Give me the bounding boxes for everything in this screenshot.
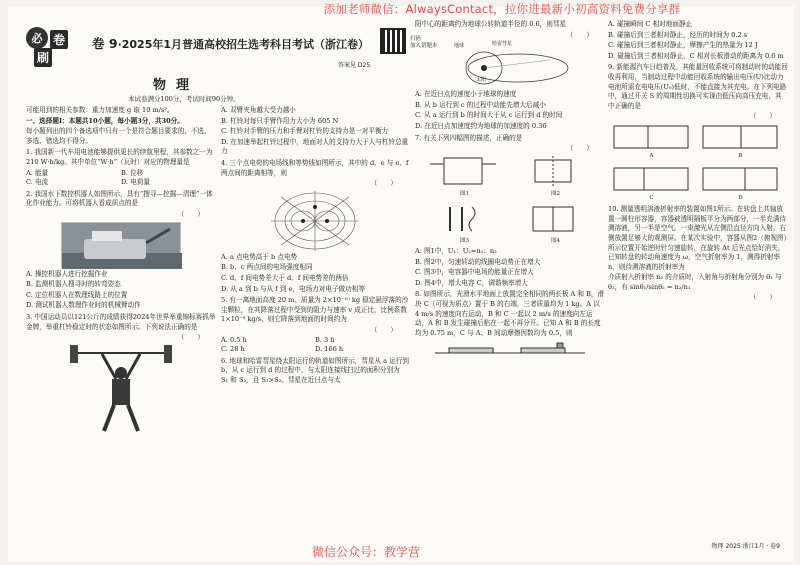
q7-option-b: B. 图2中，匀速转动的线圈电动势正在增大 <box>415 257 541 266</box>
brand-logo <box>20 24 78 64</box>
q7-bracket: （ ） <box>566 144 593 153</box>
question-2: 2. 我国水下数控机器人如图所示，具有“搜寻—挖掘—清理”一体化作业能力。可将机器人看成质点的是 <box>26 189 213 208</box>
field-lines-image <box>267 189 363 253</box>
q2-option-d: D. 测试机器人数理作业时的机械臂动作 <box>26 301 141 310</box>
q6-option-d: D. 在近日点加速度约为地球的加速度的 0.36 <box>415 121 547 130</box>
q4-option-c: C. d、f 间电势差大于 d、f 间电势差的两倍 <box>221 273 349 282</box>
qr-code-icon <box>380 28 406 54</box>
transformer-diagram <box>420 154 506 190</box>
figure-2 <box>511 154 600 200</box>
tuning-diagram <box>511 201 597 237</box>
figure-4 <box>511 201 600 247</box>
q8-option-a: A. 碰撞瞬间 C 相对地面静止 <box>608 20 693 28</box>
g-note: 可能用到的相关参数：重力加速度 g 取 10 m/s²。 <box>26 106 174 114</box>
q8-option-b: B. 碰撞后到三者相对静止，经历的时间为 0.2 s <box>608 30 748 39</box>
circuit-options <box>608 122 784 203</box>
q7-option-c: C. 图3中，电容器中电场的能量正在增大 <box>415 268 534 277</box>
q3-option-a: A. 双臂夹角越大受力越小 <box>221 106 296 114</box>
question-7: 7. 有关下列四幅图的描述，正确的是 <box>415 133 523 142</box>
q9-bracket: （ ） <box>749 112 776 121</box>
capacitor-diagram <box>420 201 506 237</box>
circuit-d <box>697 164 784 204</box>
q4-bracket: （ ） <box>370 179 397 188</box>
question-5: 5. 有一离地面高度 20 m、质量为 2×10⁻¹⁰ kg 稳定悬浮落的沙尘颗粒，在其降落过程中受到的阻力与速率 v 成正比，比例系数 1×10⁻⁹ kg/s，则它降落到地面的时间约为 <box>221 296 409 324</box>
weightlifter-image <box>66 343 176 435</box>
orbit-figure <box>450 40 570 90</box>
circuit-b <box>697 122 784 162</box>
q1-option-a: A. 能量 <box>26 168 49 177</box>
exam-info: 本试卷满分100分，考试时间90分钟。 <box>128 95 240 103</box>
weightlifter-figure <box>66 343 176 435</box>
section-1-heading: 一、选择题Ⅰ：本题共10小题，每小题3分，共30分。 <box>26 116 184 125</box>
column-4 <box>608 20 788 303</box>
q3-option-c: C. 杠铃对手臂的压力和手臂对杠铃的支持力是一对平衡力 <box>221 127 389 136</box>
circuit-c-diagram <box>608 164 694 194</box>
figure-1-label: 图1 <box>460 190 469 197</box>
q10-bracket: （ ） <box>749 293 776 302</box>
q8-option-d: D. 碰撞后到三者相对静止，C 相对长板滑动的距离为 0.6 m <box>608 51 784 60</box>
q3-option-b: B. 杠铃对每只手臂作用力大小为 605 N <box>221 116 339 125</box>
q1-options <box>26 169 216 188</box>
exam-page <box>8 6 794 562</box>
label-earth: 地球 <box>454 43 465 50</box>
q3-option-d: D. 在加速举起杠铃过程中，地面对人的支持力大于人与杠铃总重力 <box>221 137 409 156</box>
logo-tag-b: 刷 <box>34 48 52 67</box>
exam-title: ·2025年1月普通高校招生选考科目考试（浙江卷） <box>117 38 370 51</box>
watermark-top: 添加老师微信：AlwaysContact，拉你进最新小初高资料免费分享群 <box>323 2 681 16</box>
q5-options <box>221 336 409 355</box>
question-4: 4. 三个点电荷的电场线和等势线如图所示，其中的 d、e 与 e、f 两点间的距离相等，则 <box>221 158 409 177</box>
q3-bracket: （ ） <box>177 333 204 342</box>
circuit-d-diagram <box>697 164 783 194</box>
circuit-a-diagram <box>608 122 694 152</box>
q2-option-a: A. 操控机器人进行挖掘作业 <box>26 269 108 278</box>
question-3: 3. 中国运动员以121公斤的成绩获得2024年世界举重锦标赛抓举金牌，举重杠铃稳定时的状态如图所示。下列说法正确的是 <box>26 312 216 331</box>
q5-bracket: （ ） <box>370 325 397 334</box>
q1-option-d: D. 电荷量 <box>121 178 151 187</box>
page-footer: 物理 2025 浙江1月 · 卷9 <box>711 543 780 550</box>
circuit-a <box>608 122 695 162</box>
q6-option-b: B. 从 b 运行到 c 的过程中动能先增大后减小 <box>415 100 546 109</box>
qr-label-2: 加入错题本 <box>410 43 438 49</box>
paper-title <box>92 34 369 52</box>
q2-option-c: C. 定位机器人在数理线路上的位置 <box>26 290 128 299</box>
question-6: 6. 地球和哈雷彗星绕太阳运行的轨道如图所示，彗星从 a 运行到 b，从 c 运行到 d 的过程中，与太阳连接线扫过的面积分别为 S₁ 和 S₂，且 S₁>S₂。彗星在近日点与太 <box>221 356 409 384</box>
section-1-desc: 每小题列出的四个备选项中只有一个是符合题目要求的，不选、多选、错选均不得分。 <box>26 127 211 145</box>
q5-option-b: B. 3 h <box>315 335 335 344</box>
field-lines-figure <box>267 189 363 253</box>
q8-option-c: C. 碰撞后到三者相对静止，摩擦产生的热量为 12 J <box>608 41 758 50</box>
figure-3-label: 图3 <box>460 238 469 245</box>
figure-4-label: 图4 <box>551 238 560 245</box>
q6-option-c: C. 从 a 运行到 b 的时间大于从 c 运行到 d 的时间 <box>415 111 563 120</box>
circuit-a-label: A <box>649 152 654 159</box>
circuit-c-label: C <box>649 194 654 201</box>
q1-option-b: B. 位移 <box>121 168 144 177</box>
column-2 <box>221 106 409 386</box>
volume-label: 卷 9 <box>92 36 118 51</box>
circuit-c <box>608 164 695 204</box>
q5-option-d: D. 166 h <box>315 345 344 354</box>
column-1 <box>26 106 216 435</box>
label-comet: 哈雷彗星 <box>492 41 513 48</box>
figure-2-label: 图2 <box>551 190 560 197</box>
q4-option-b: B. b、c 两点间的电场强度相同 <box>221 263 313 272</box>
q4-option-d: D. 从 a 到 b 与从 f 到 e，电场力对电子做功相等 <box>221 284 365 293</box>
robot-photo <box>61 222 181 268</box>
logo-tag-a: 卷 <box>50 30 68 49</box>
qr-label-1: 扫码 <box>410 36 422 42</box>
subject-title: 物理 <box>153 78 200 93</box>
column-3 <box>415 20 605 356</box>
watermark-bottom: 微信公众号：教学营 <box>312 545 421 559</box>
q10-end: 介质射入折射率 n₂ 的介质时，入射角与折射角分别为 θ₁ 与 θ₂，有 sinθ₁/sinθ₂ = n₂/n₁ <box>608 273 782 291</box>
robot-image <box>62 223 182 269</box>
q6-option-a: A. 在近日点的速度小于地球的速度 <box>415 90 517 99</box>
question-9: 9. 新能源汽车日趋普及，其能量回收系统可将制动时的动能回收再利用，当制动过程中动能回收系统的输出电压(U)比动力电池所需充电电压(U₀)低时，不能直接为其充电。在下列电路中，通过开关 S 的周期性切换可实现由低压向高压充电，其中正确的是 <box>608 63 788 110</box>
answer-reference: 答案见 D25 <box>338 62 371 69</box>
question-8: 8. 如图所示，光滑水平地面上放置完全相同的两长板 A 和 B，滑块 C（可视为质点）置于 B 的右端，三者质量均为 1 kg。A 以 4 m/s 的速度向右运动，B 和 C 一起以 2 m/s 的速度向左运动，A 和 B 发生碰撞后粘在一起不再分开。已知 A 和 B 的长度均为 0.75 m，C 与 A、B 间动摩擦因数均为 0.5，则 <box>415 290 605 337</box>
logo-round: 必 <box>26 27 48 49</box>
question-1: 1. 我国新一代车用电池能够提供更长的续航里程，其参数之一为 210 W·h/kg。其中单位“W·h”（瓦时）对应的物理量是 <box>26 148 213 166</box>
q7-option-d: D. 图4中，增大电容 C，调谐频率增大 <box>415 278 528 287</box>
q6-bracket: （ ） <box>566 30 593 39</box>
circuit-b-diagram <box>697 122 783 152</box>
q4-option-a: A. a 点电势高于 b 点电势 <box>221 252 298 261</box>
q5-option-c: C. 28 h <box>221 345 245 354</box>
label-sun: 太阳 <box>476 77 487 84</box>
question-10: 10. 测量透明溶液折射率的装置如图1所示。在转盘上共轴放置一圆柱形容器，容器被透明隔板平分为两部分，一半充满待测溶液，另一半是空气。一束激光从左侧沿直径方向入射，右侧放置足够大的观测屏。在某次实验中，容器从图2（俯视图）所示位置开始逆时针匀速旋转，在旋转 Δt 后光点恰好消失，已知转盘的转动角速度为 ω，空气折射率为 1，测得折射率 n，则待测溶液的折射率为 <box>608 205 787 271</box>
board-diagram <box>435 340 585 354</box>
q7-option-a: A. 图1中，U₁：U₂=n₁：n₂ <box>415 246 497 255</box>
generator-diagram <box>511 154 597 190</box>
q2-bracket: （ ） <box>177 209 204 218</box>
q1-option-c: C. 电流 <box>26 178 49 187</box>
circuit-d-label: D <box>738 194 743 201</box>
board-figure <box>435 340 585 354</box>
q5-option-a: A. 0.5 h <box>221 335 247 344</box>
q2-option-b: B. 监测机器人搜寻时的转弯姿态 <box>26 280 121 289</box>
figure-3 <box>420 201 509 247</box>
q6-continued: 阳中心的距离约为地球公转轨道半径的 0.6，则彗星 <box>415 20 567 28</box>
four-figures <box>420 154 600 247</box>
circuit-b-label: B <box>738 152 743 159</box>
figure-1 <box>420 154 509 200</box>
